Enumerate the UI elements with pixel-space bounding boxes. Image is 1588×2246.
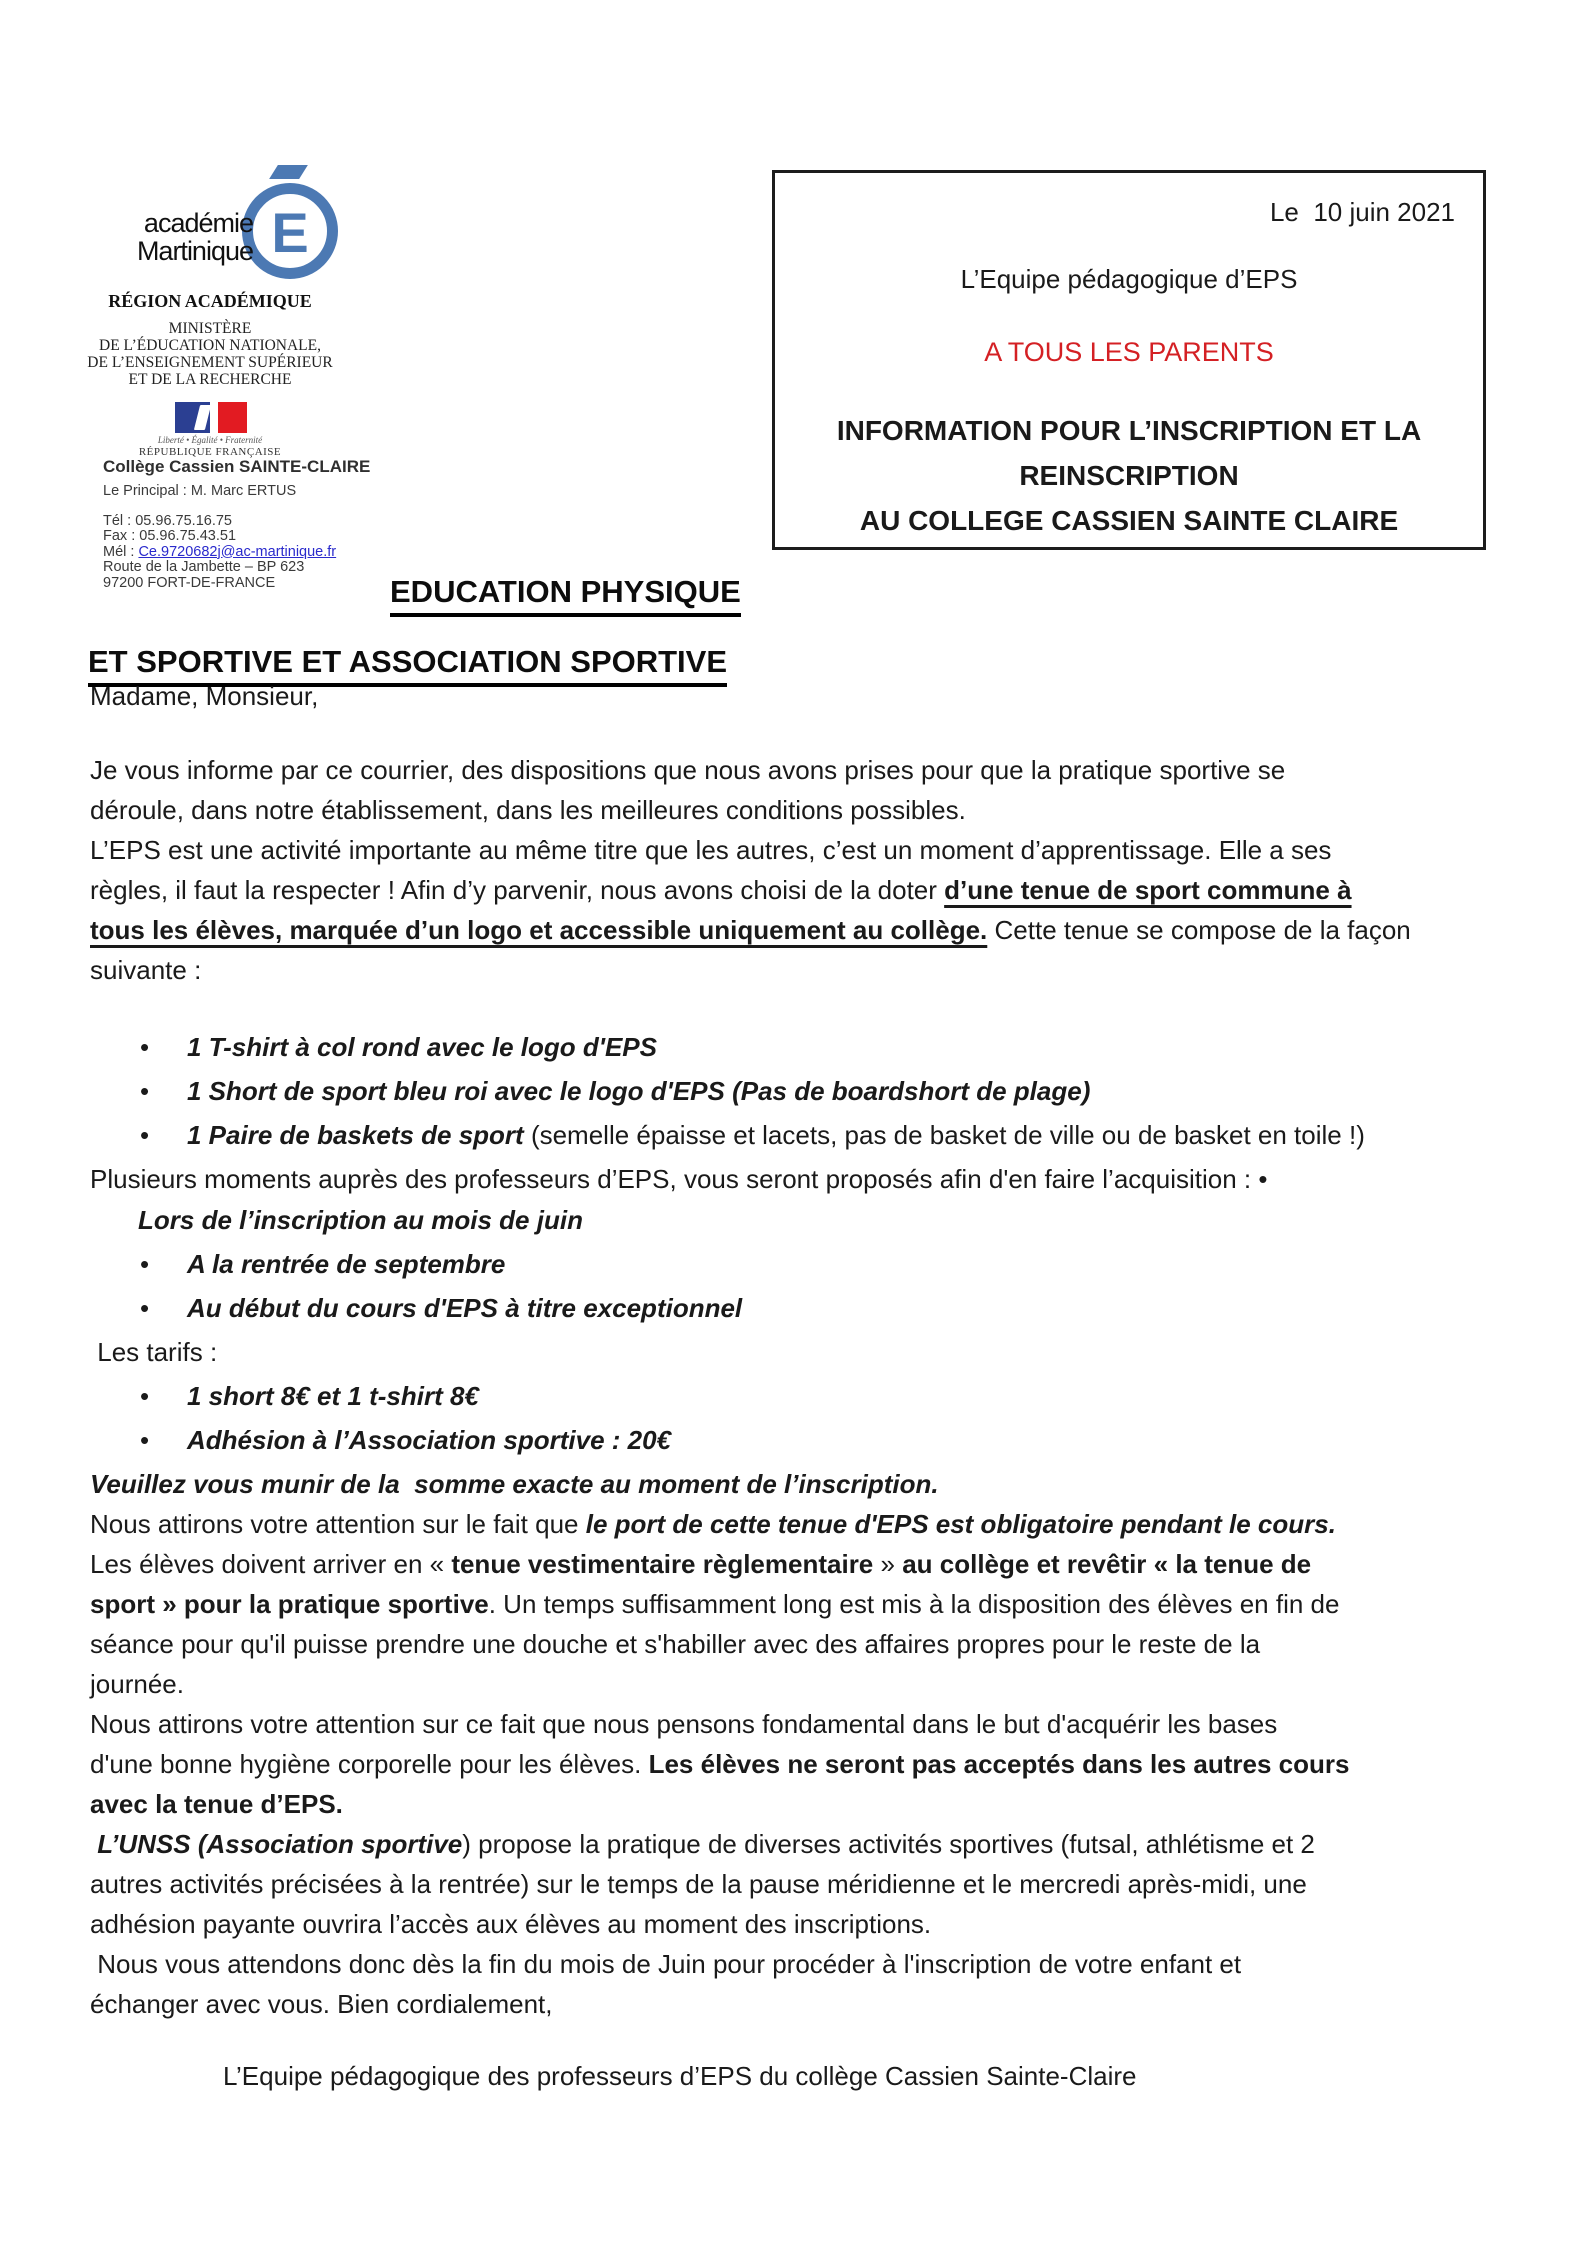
text-line (90, 1984, 1500, 2024)
text-run: . Un temps suffisamment long est mis à la disposition des élèves en fin de (488, 1589, 1340, 1619)
text-run: Cette tenue se compose de la façon (987, 915, 1411, 945)
phone-line: Tél : 05.96.75.16.75 (103, 512, 232, 529)
list-item (90, 1244, 1500, 1284)
text-line (90, 1332, 1500, 1372)
info-heading (803, 408, 1455, 543)
text-run: déroule, dans notre établissement, dans les meilleures conditions possibles. (90, 795, 966, 825)
text-run: d’une tenue de sport commune à (944, 875, 1352, 905)
text-line (90, 1704, 1500, 1744)
text-line (90, 870, 1500, 910)
text-run: Veuillez vous munir de la somme exacte au moment de l’inscription. (90, 1469, 939, 1499)
school-name: Collège Cassien SAINTE-CLAIRE (103, 457, 371, 476)
text-line (90, 830, 1500, 870)
principal-line: Le Principal : M. Marc ERTUS (103, 483, 297, 499)
school-contact-block (103, 457, 443, 591)
text-run: avec la tenue d’EPS. (90, 1789, 343, 1819)
vertical-gap (90, 716, 1500, 750)
text-line (90, 1504, 1500, 1544)
text-run: tous les élèves, marquée d’un logo et accessible uniquement au collège. (90, 915, 988, 945)
text-run: 1 Short de sport bleu roi avec le logo d'EPS (Pas de boardshort de plage) (187, 1076, 1091, 1106)
list-item (90, 1071, 1500, 1111)
text-run: 1 Paire de baskets de sport (187, 1120, 531, 1150)
text-run: journée. (90, 1669, 184, 1699)
text-run: autres activités précisées à la rentrée) sur le temps de la pause méridienne et le mercredi après-midi, une (90, 1869, 1307, 1899)
text-run: Madame, Monsieur, (90, 681, 319, 711)
fax-line: Fax : 05.96.75.43.51 (103, 528, 237, 544)
text-run: Nous attirons votre attention sur ce fait que nous pensons fondamental dans le but d'acquérir les bases (90, 1709, 1278, 1739)
text-line (90, 750, 1500, 790)
text-run: Adhésion à l’Association sportive : 20€ (187, 1425, 672, 1455)
text-run: Au début du cours d'EPS à titre exceptionnel (187, 1293, 743, 1323)
text-line (90, 1664, 1500, 1704)
list-item (90, 1027, 1500, 1067)
letter-body (90, 676, 1500, 2096)
text-run: L’UNSS (Association sportive (90, 1829, 463, 1859)
text-run: règles, il faut la respecter ! Afin d’y parvenir, nous avons choisi de la doter (90, 875, 945, 905)
ministry-line: DE L’ÉDUCATION NATIONALE, (99, 337, 321, 354)
region-academique-label: RÉGION ACADÉMIQUE (108, 291, 312, 311)
french-flag-icon (175, 402, 247, 433)
sender-team: L’Equipe pédagogique d’EPS (960, 264, 1298, 294)
flag-red-panel (218, 402, 247, 433)
page-title-line1: EDUCATION PHYSIQUE (390, 574, 741, 617)
address-line-2: 97200 FORT-DE-FRANCE (103, 574, 276, 591)
page-title-line2: ET SPORTIVE ET ASSOCIATION SPORTIVE (88, 644, 727, 687)
text-run: échanger avec vous. Bien cordialement, (90, 1989, 553, 2019)
text-line (90, 1904, 1500, 1944)
text-run: Les élèves doivent arriver en « (90, 1549, 452, 1579)
email-link[interactable]: Ce.9720682j@ac-martinique.fr (138, 543, 337, 560)
list-item (90, 1420, 1500, 1460)
text-run: au collège et revêtir « la tenue de (902, 1549, 1312, 1579)
text-run: adhésion payante ouvrira l’accès aux élèves au moment des inscriptions. (90, 1909, 932, 1939)
vertical-gap (90, 2024, 1500, 2056)
text-line (90, 1864, 1500, 1904)
address-line-1: Route de la Jambette – BP 623 (103, 559, 305, 575)
list-item (90, 1115, 1500, 1155)
bullet-icon: • (140, 1120, 150, 1150)
text-run: » (873, 1549, 903, 1579)
text-line (90, 1784, 1500, 1824)
text-run: Les élèves ne seront pas acceptés dans les autres cours (648, 1749, 1350, 1779)
ministry-line: MINISTÈRE (168, 320, 252, 337)
text-line (90, 910, 1500, 950)
text-run: Lors de l’inscription au mois de juin (138, 1205, 583, 1235)
text-line (90, 1464, 1500, 1504)
bullet-icon: • (140, 1076, 150, 1106)
text-run: suivante : (90, 955, 202, 985)
text-line (90, 1944, 1500, 1984)
bullet-icon: • (140, 1293, 150, 1323)
info-box (772, 170, 1486, 550)
academie-logo-icon (242, 183, 338, 279)
signature-line (90, 2056, 1500, 2096)
text-line (90, 676, 1500, 716)
text-run: Les tarifs : (90, 1337, 218, 1367)
text-line (90, 950, 1500, 990)
info-heading-line3: AU COLLEGE CASSIEN SAINTE CLAIRE (859, 505, 1399, 536)
ministry-block (83, 320, 337, 388)
text-run: d'une bonne hygiène corporelle pour les élèves. (90, 1749, 649, 1779)
text-run: Je vous informe par ce courrier, des dispositions que nous avons prises pour que la pratique sportive se (90, 755, 1286, 785)
academie-wordmark (95, 209, 253, 265)
info-heading-line2: REINSCRIPTION (1019, 460, 1239, 491)
text-run: séance pour qu'il puisse prendre une douche et s'habiller avec des affaires propres pour le reste de la (90, 1629, 1261, 1659)
info-heading-line1: INFORMATION POUR L’INSCRIPTION ET LA (836, 415, 1422, 446)
text-line (90, 1584, 1500, 1624)
vertical-gap (90, 990, 1500, 1023)
text-run: Nous attirons votre attention sur le fait que (90, 1509, 586, 1539)
text-run: ) propose la pratique de diverses activités sportives (futsal, athlétisme et 2 (462, 1829, 1315, 1859)
email-label: Mél : (103, 543, 139, 560)
text-run: Plusieurs moments auprès des professeurs d’EPS, vous seront proposés afin d'en faire l’acquisition : • (90, 1164, 1268, 1194)
text-line (90, 1159, 1500, 1199)
letter-date: Le 10 juin 2021 (1269, 197, 1455, 227)
text-line (90, 790, 1500, 830)
text-line (90, 1624, 1500, 1664)
text-line (90, 1824, 1500, 1864)
academie-wordmark-line2: Martinique (136, 236, 253, 266)
text-line (90, 1200, 1500, 1240)
text-run: 1 T-shirt à col rond avec le logo d'EPS (187, 1032, 657, 1062)
ministry-line: DE L’ENSEIGNEMENT SUPÉRIEUR (87, 354, 333, 371)
list-item (90, 1288, 1500, 1328)
republic-motto: Liberté • Égalité • Fraternité (157, 435, 263, 445)
text-run: Nous vous attendons donc dès la fin du mois de Juin pour procéder à l'inscription de votre enfant et (90, 1949, 1242, 1979)
text-run: A la rentrée de septembre (187, 1249, 506, 1279)
list-item (90, 1376, 1500, 1416)
text-run: le port de cette tenue d'EPS est obligatoire pendant le cours. (585, 1509, 1336, 1539)
bullet-icon: • (140, 1381, 150, 1411)
text-line (90, 1544, 1500, 1584)
text-run: tenue vestimentaire règlementaire (451, 1549, 874, 1579)
bullet-icon: • (140, 1425, 150, 1455)
bullet-icon: • (140, 1249, 150, 1279)
ministry-line: ET DE LA RECHERCHE (128, 371, 292, 388)
text-run: 1 short 8€ et 1 t-shirt 8€ (187, 1381, 479, 1411)
text-run: (semelle épaisse et lacets, pas de basket de ville ou de basket en toile !) (530, 1120, 1365, 1150)
text-run: sport » pour la pratique sportive (90, 1589, 489, 1619)
academie-logo-letter: E (271, 201, 309, 264)
academie-wordmark-line1: académie (143, 208, 253, 238)
recipients-line: A TOUS LES PARENTS (984, 337, 1274, 367)
email-line (103, 545, 443, 561)
text-line (90, 1744, 1500, 1784)
text-run: L’EPS est une activité importante au même titre que les autres, c’est un moment d’apprentissage. Elle a ses (90, 835, 1332, 865)
text-run: L’Equipe pédagogique des professeurs d’EPS du collège Cassien Sainte-Claire (223, 2061, 1137, 2091)
bullet-icon: • (140, 1032, 150, 1062)
republic-name: RÉPUBLIQUE FRANÇAISE (138, 446, 282, 458)
